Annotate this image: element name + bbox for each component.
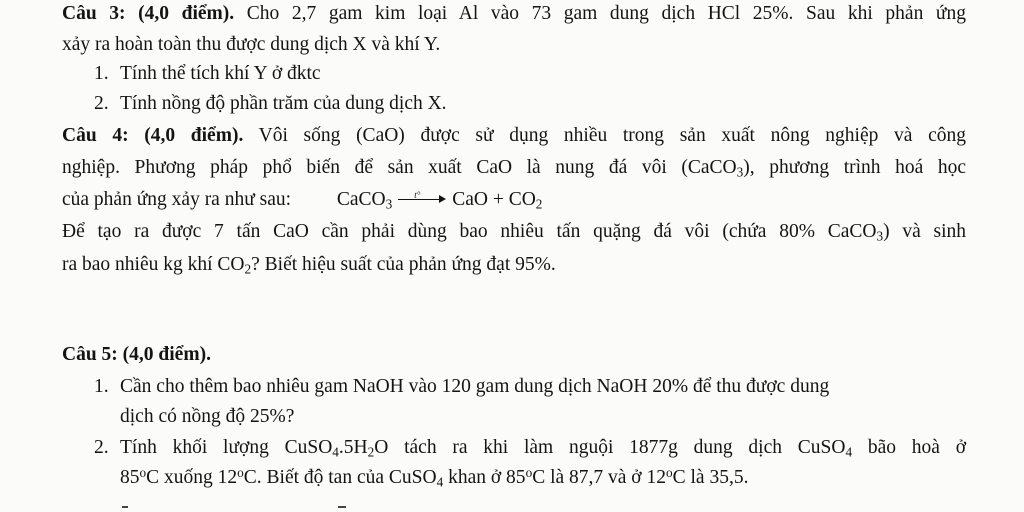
degree-mark: o [139, 465, 147, 481]
q4-stem-2a: nghiệp. Phương pháp phổ biến để sản xuất CaO là nung đá vôi (CaCO [62, 157, 737, 178]
q3-stem-1: Cho 2,7 gam kim loại Al vào 73 gam dung dịch HCl 25%. Sau khi phản ứng [234, 3, 966, 24]
eq-reactant: CaCO [336, 189, 386, 210]
q5-item-1-line-2: dịch có nồng độ 25%? [120, 406, 295, 427]
q5-item-2-text-b: .5H [338, 437, 368, 458]
q4-stem-4a: Để tạo ra được 7 tấn CaO cần phải dùng bao nhiêu tấn quặng đá vôi (chứa 80% CaCO [62, 221, 877, 242]
sub-4: 4 [436, 474, 444, 490]
degree-mark: o [665, 465, 673, 481]
eq-products: CaO + CO [452, 189, 536, 210]
q5-item-2-text-d: bão hoà ở [852, 437, 966, 458]
q3-line-1 [62, 2, 966, 26]
q5-item-2-text-f: C. Biết độ tan của CuSO [243, 467, 437, 488]
q3-label: Câu 3: (4,0 điểm). [62, 3, 235, 24]
q4-stem-3: của phản ứng xảy ra như sau: [62, 189, 292, 210]
q4-line-1 [62, 124, 966, 148]
q5-item-2-text-i: C là 35,5. [672, 467, 749, 488]
sub-2: 2 [367, 444, 375, 460]
q5-item-2-num: 2. [94, 437, 109, 458]
q4-stem-4b: ) và sinh [883, 221, 966, 242]
q5-label: Câu 5: (4,0 điểm). [62, 344, 211, 365]
q5-item-1-line-1: Cần cho thêm bao nhiêu gam NaOH vào 120 gam dung dịch NaOH 20% để thu được dung [120, 376, 830, 397]
q5-item-2-text-c: O tách ra khi làm nguội 1877g dung dịch CuSO [374, 437, 846, 458]
q5-item-2-text-h: C là 87,7 và ở 12 [532, 467, 666, 488]
q4-label: Câu 4: (4,0 điểm). [62, 125, 244, 146]
q3-item-2-text: Tính nồng độ phần trăm của dung dịch X. [120, 93, 447, 114]
q3-line-2: xảy ra hoàn toàn thu được dung dịch X và khí Y. [62, 34, 441, 55]
q4-line-4 [62, 220, 966, 244]
heat-condition: t° [414, 190, 421, 200]
q4-line-2 [62, 156, 966, 180]
q5-item-2-line-2 [120, 466, 748, 490]
q5-item-2-text-g: khan ở 85 [443, 467, 526, 488]
sub-2: 2 [244, 261, 252, 277]
cutoff-text-fragment [122, 506, 128, 508]
q4-line-3 [62, 188, 542, 212]
q4-stem-5b: ? Biết hiệu suất của phản ứng đạt 95%. [251, 254, 556, 275]
sub-4: 4 [332, 444, 339, 460]
cutoff-text-fragment [338, 506, 346, 508]
sub-2: 2 [535, 196, 543, 212]
q4-stem-5a: ra bao nhiêu kg khí CO [62, 254, 245, 275]
q5-item-2-text-e: C xuống 12 [146, 467, 238, 488]
temp-85: 85 [120, 467, 140, 488]
q5-item-1-num: 1. [94, 376, 109, 397]
reaction-equation [337, 189, 543, 210]
degree-mark: o [525, 465, 533, 481]
q3-item-2-num: 2. [94, 93, 109, 114]
q5-item-2-text-a: Tính khối lượng CuSO [120, 437, 333, 458]
sub-3: 3 [876, 228, 884, 244]
q4-stem-2b: ), phương trình hoá học [743, 157, 966, 178]
q5-item-2-line-1 [120, 436, 966, 460]
sub-3: 3 [736, 164, 744, 180]
q3-item-1-num: 1. [94, 63, 109, 84]
q3-item-1-text: Tính thể tích khí Y ở đktc [120, 63, 321, 84]
reaction-arrow-icon [398, 192, 446, 206]
q4-line-5 [62, 253, 556, 277]
sub-3: 3 [385, 196, 393, 212]
q4-stem-1: Vôi sống (CaO) được sử dụng nhiều trong sản xuất nông nghiệp và công [243, 125, 967, 146]
sub-4: 4 [845, 444, 853, 460]
degree-mark: o [237, 465, 244, 481]
